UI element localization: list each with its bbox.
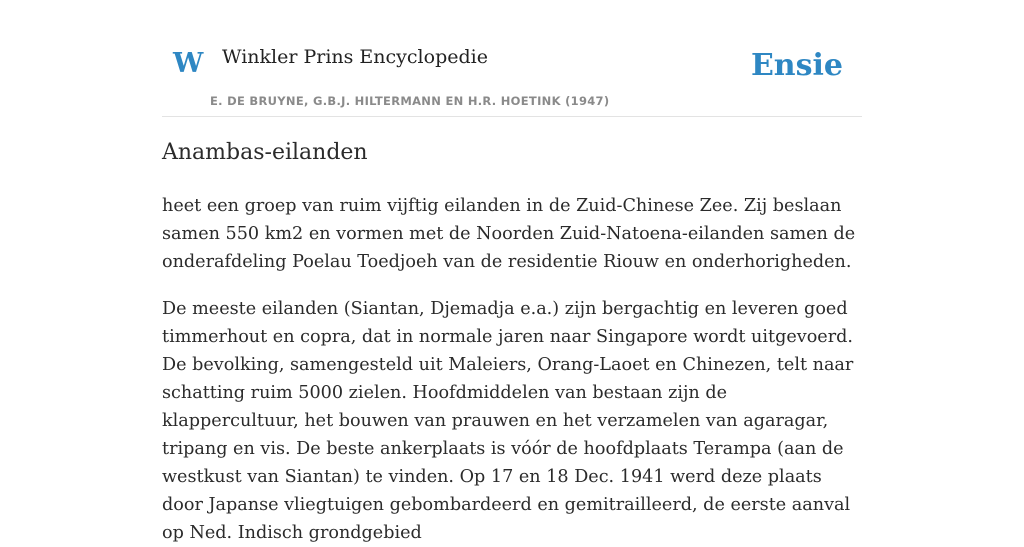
byline: E. DE BRUYNE, G.B.J. HILTERMANN EN H.R. HOETINK (1947): [210, 94, 610, 108]
winkler-prins-logo[interactable]: W: [173, 48, 204, 79]
header: [162, 0, 862, 117]
article-paragraph: De meeste eilanden (Siantan, Djemadja e.a.) zijn bergachtig en leveren goed timmerhout en copra, dat in normale jaren naar Singapore wordt uitgevoerd. De bevolking, samengesteld uit Maleiers, Orang-Laoet en Chinezen, telt naar schatting ruim 5000 zielen. Hoofdmiddelen van bestaan zijn de klappercultuur, het bouwen van prauwen en het verzamelen van agaragar, tripang en vis. De beste ankerplaats is vóór de hoofdplaats Terampa (aan de westkust van Siantan) te vinden. Op 17 en 18 Dec. 1941 werd deze plaats door Japanse vliegtuigen gebombardeerd en gemitrailleerd, de eerste aanval op Ned. Indisch grondgebied: [162, 299, 854, 543]
article-paragraph: heet een groep van ruim vijftig eilanden in de Zuid-Chinese Zee. Zij beslaan samen 550 km2 en vormen met de Noorden Zuid-Natoena-eilanden samen de onderafdeling Poelau Toedjoeh van de residentie Riouw en onderhorigheden.: [162, 196, 856, 272]
article-title: Anambas-eilanden: [162, 140, 368, 165]
ensie-logo[interactable]: Ensie: [750, 48, 843, 83]
page: [162, 0, 862, 543]
site-title[interactable]: Winkler Prins Encyclopedie: [222, 46, 488, 68]
